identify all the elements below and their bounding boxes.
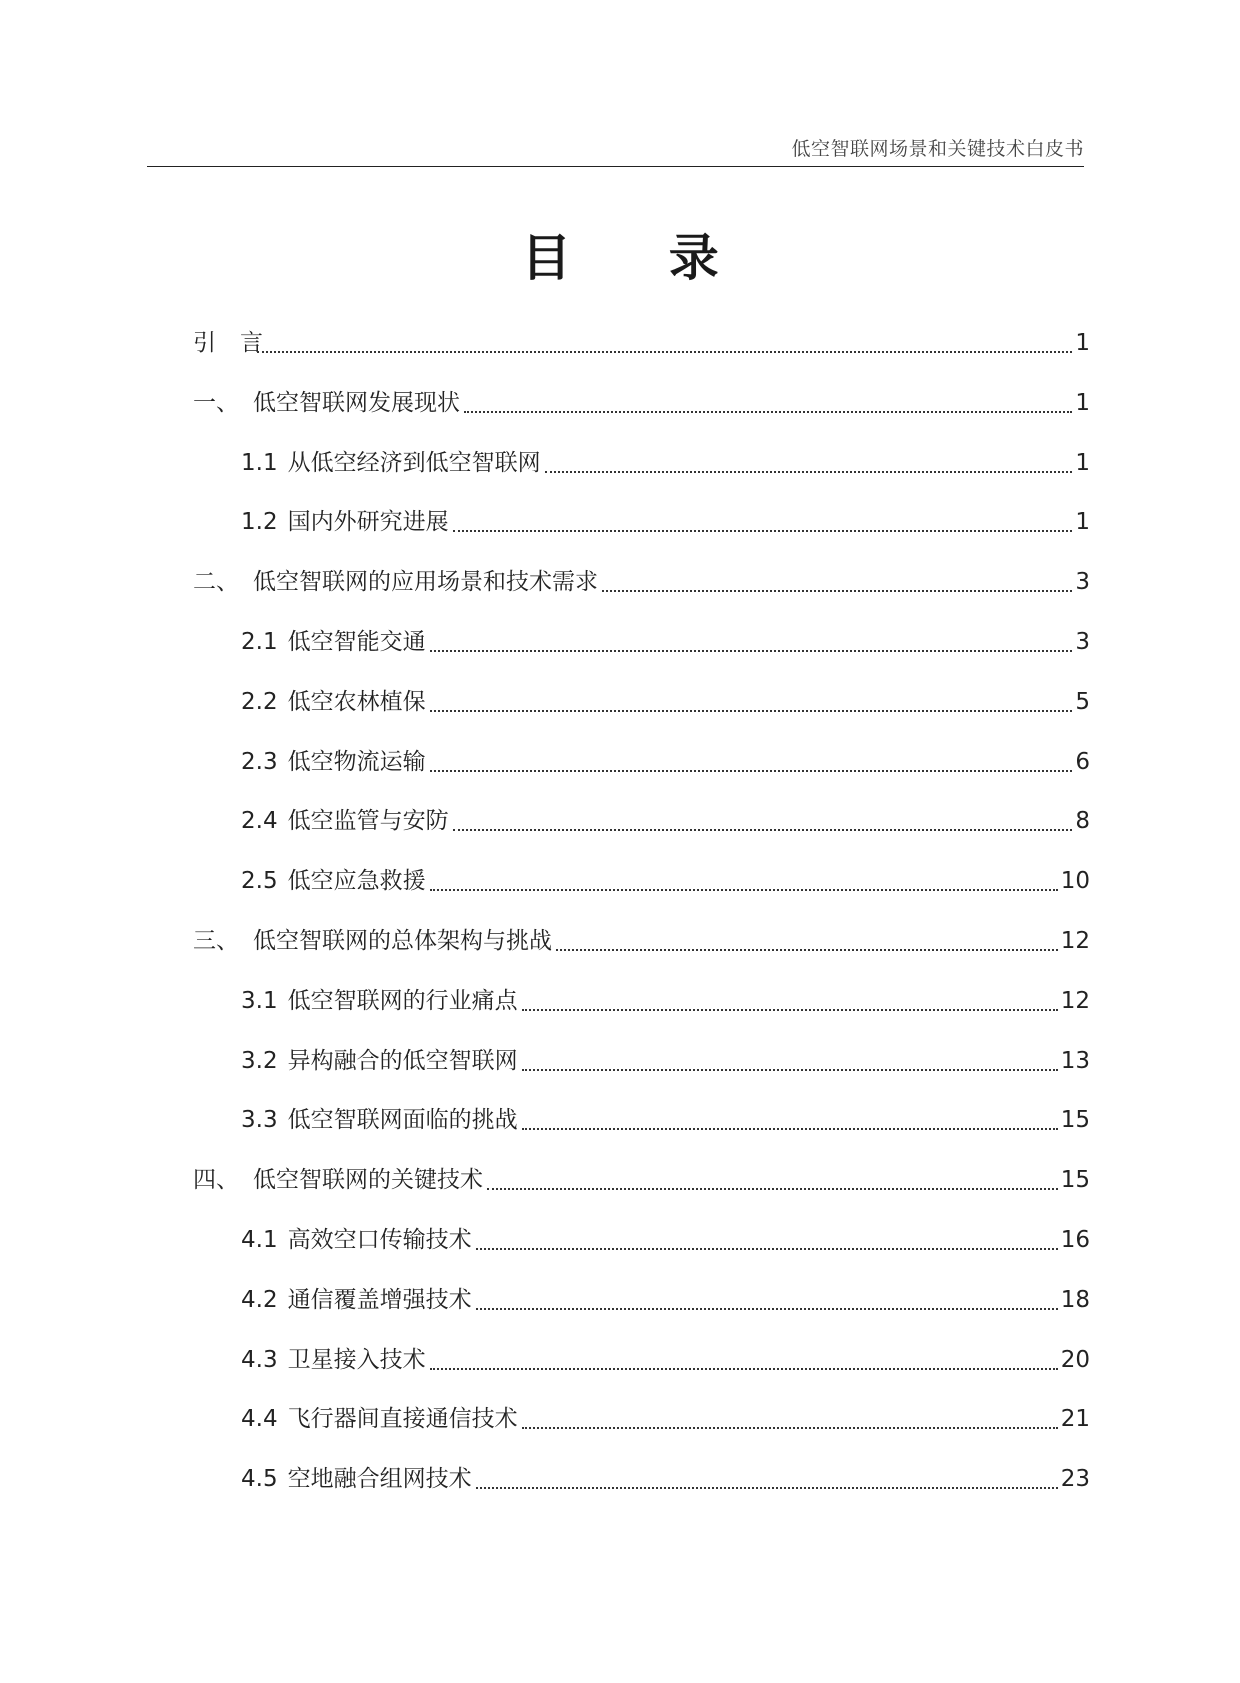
dot-leader [556, 921, 1058, 961]
toc-entry-chapter-1[interactable] [193, 383, 1090, 443]
toc-entry-2-5[interactable] [193, 861, 1090, 921]
toc-entry-2-4[interactable] [193, 801, 1090, 861]
toc-entry-label: 低空智联网的应用场景和技术需求 [253, 569, 598, 596]
toc-entry-label: 低空应急救援 [287, 868, 426, 895]
toc-entry-label: 通信覆盖增强技术 [287, 1286, 472, 1313]
toc-entry-label: 低空农林植保 [287, 688, 426, 715]
toc-entry-number: 2.1 [241, 628, 278, 655]
toc-entry-page: 3 [1075, 569, 1090, 596]
toc-entry-page: 3 [1075, 628, 1090, 655]
dot-leader [464, 383, 1072, 423]
toc-entry-number: 4.4 [241, 1406, 278, 1433]
toc-entry-number: 二、 [193, 569, 239, 596]
toc-entry-label: 低空智联网面临的挑战 [287, 1107, 518, 1134]
toc-entry-4-1[interactable] [193, 1220, 1090, 1280]
toc-entry-2-1[interactable] [193, 622, 1090, 682]
dot-leader [430, 742, 1073, 782]
dot-leader [522, 1100, 1058, 1140]
dot-leader [522, 981, 1058, 1021]
toc-entry-page: 15 [1060, 1107, 1090, 1134]
dot-leader [430, 1340, 1058, 1380]
toc-entry-number: 1.2 [241, 509, 278, 536]
toc-entry-page: 16 [1060, 1226, 1090, 1253]
toc-entry-page: 18 [1060, 1286, 1090, 1313]
toc-entry-page: 1 [1075, 330, 1090, 356]
toc-entry-page: 6 [1075, 748, 1090, 775]
dot-leader [453, 502, 1073, 542]
toc-entry-label: 低空物流运输 [287, 748, 426, 775]
toc-entry-page: 1 [1075, 389, 1090, 416]
toc-entry-page: 15 [1060, 1167, 1090, 1194]
toc-entry-label: 低空智联网的总体架构与挑战 [253, 927, 552, 954]
dot-leader [487, 1160, 1058, 1200]
page-header [147, 132, 1084, 167]
toc-entry-number: 4.1 [241, 1226, 278, 1253]
toc-entry-label: 异构融合的低空智联网 [287, 1047, 518, 1074]
toc-entry-number: 2.2 [241, 688, 278, 715]
toc-entry-number: 2.3 [241, 748, 278, 775]
toc-entry-3-1[interactable] [193, 981, 1090, 1041]
toc-entry-label: 飞行器间直接通信技术 [287, 1406, 518, 1433]
toc-entry-number: 三、 [193, 927, 239, 954]
toc-entry-4-4[interactable] [193, 1399, 1090, 1459]
toc-entry-chapter-4[interactable] [193, 1160, 1090, 1220]
toc-entry-page: 1 [1075, 449, 1090, 476]
toc-entry-page: 1 [1075, 509, 1090, 536]
toc-entry-label: 高效空口传输技术 [287, 1226, 472, 1253]
toc-entry-page: 21 [1060, 1406, 1090, 1433]
toc-entry-number: 3.1 [241, 987, 278, 1014]
toc-entry-page: 12 [1060, 987, 1090, 1014]
toc-entry-2-3[interactable] [193, 742, 1090, 802]
toc-entry-2-2[interactable] [193, 682, 1090, 742]
dot-leader [476, 1459, 1058, 1499]
toc-entry-number: 4.3 [241, 1346, 278, 1373]
dot-leader [453, 801, 1073, 841]
toc-entry-page: 13 [1060, 1047, 1090, 1074]
toc-entry-label: 低空智联网发展现状 [253, 389, 460, 416]
toc-entry-label: 低空智联网的行业痛点 [287, 987, 518, 1014]
toc-entry-1-1[interactable] [193, 443, 1090, 503]
toc-entry-label: 国内外研究进展 [287, 509, 449, 536]
header-title: 低空智联网场景和关键技术白皮书 [791, 138, 1084, 160]
toc-entry-3-2[interactable] [193, 1041, 1090, 1101]
toc-entry-label: 低空监管与安防 [287, 808, 449, 835]
toc-entry-number: 一、 [193, 389, 239, 416]
dot-leader [430, 622, 1073, 662]
dot-leader [430, 861, 1058, 901]
toc-entry-number: 2.5 [241, 868, 278, 895]
toc-entry-label: 低空智联网的关键技术 [253, 1167, 483, 1194]
toc-entry-page: 8 [1075, 808, 1090, 835]
toc-entry-page: 10 [1060, 868, 1090, 895]
dot-leader [602, 562, 1072, 602]
toc-entry-4-5[interactable] [193, 1459, 1090, 1519]
toc-entry-number: 引言 [193, 330, 287, 356]
toc-entry-3-3[interactable] [193, 1100, 1090, 1160]
toc-entry-number: 2.4 [241, 808, 278, 835]
toc-entry-number: 四、 [193, 1167, 239, 1194]
toc-entry-4-3[interactable] [193, 1340, 1090, 1400]
toc-entry-number: 1.1 [241, 449, 278, 476]
toc-entry-number: 3.2 [241, 1047, 278, 1074]
dot-leader [476, 1280, 1058, 1320]
toc-entry-page: 12 [1060, 927, 1090, 954]
dot-leader [545, 443, 1073, 483]
toc-entry-number: 4.2 [241, 1286, 278, 1313]
toc-entry-number: 3.3 [241, 1107, 278, 1134]
toc-entry-chapter-3[interactable] [193, 921, 1090, 981]
dot-leader [522, 1399, 1058, 1439]
page-title: 目 录 [521, 229, 759, 287]
toc-entry-page: 23 [1060, 1466, 1090, 1493]
dot-leader [257, 323, 1072, 363]
toc-entry-label: 空地融合组网技术 [287, 1466, 472, 1493]
dot-leader [430, 682, 1073, 722]
toc-entry-1-2[interactable] [193, 502, 1090, 562]
toc-entry-intro[interactable] [193, 323, 1090, 383]
toc-entry-label: 卫星接入技术 [287, 1346, 426, 1373]
table-of-contents [193, 323, 1090, 1519]
toc-entry-chapter-2[interactable] [193, 562, 1090, 622]
dot-leader [522, 1041, 1058, 1081]
toc-entry-4-2[interactable] [193, 1280, 1090, 1340]
toc-entry-number: 4.5 [241, 1466, 278, 1493]
toc-entry-label: 从低空经济到低空智联网 [287, 449, 541, 476]
dot-leader [476, 1220, 1058, 1260]
toc-entry-label: 低空智能交通 [287, 628, 426, 655]
toc-entry-page: 5 [1075, 688, 1090, 715]
toc-entry-page: 20 [1060, 1346, 1090, 1373]
